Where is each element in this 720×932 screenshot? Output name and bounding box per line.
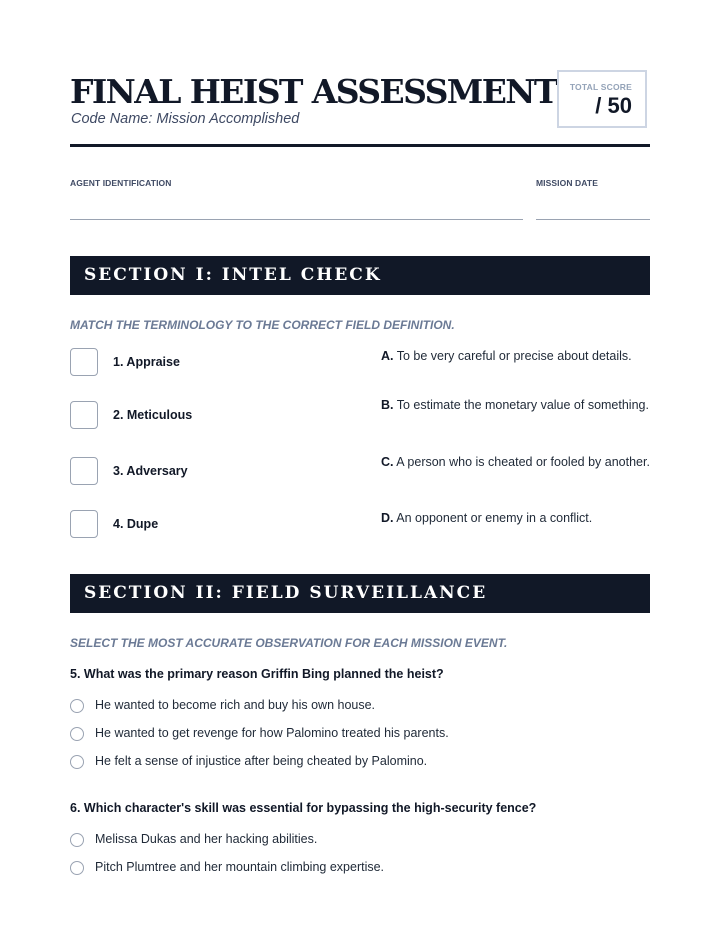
page-subtitle: Code Name: Mission Accomplished [71, 111, 300, 127]
radio-button[interactable] [70, 755, 84, 769]
term-3: 3. Adversary [113, 464, 188, 478]
definition-a-letter: A. [381, 349, 394, 363]
definition-b-letter: B. [381, 398, 394, 412]
definition-c-letter: C. [381, 455, 394, 469]
option-label: He wanted to become rich and buy his own house. [95, 698, 376, 712]
radio-button[interactable] [70, 833, 84, 847]
mission-date-field[interactable] [536, 219, 650, 220]
definition-b [381, 397, 651, 414]
question-6: 6. Which character's skill was essential for bypassing the high-security fence? [70, 801, 537, 815]
definition-d [381, 510, 651, 527]
option-label: Pitch Plumtree and her mountain climbing expertise. [95, 860, 385, 874]
section-1-title: SECTION I: INTEL CHECK [84, 265, 382, 285]
definition-d-letter: D. [381, 511, 394, 525]
option-label: Melissa Dukas and her hacking abilities. [95, 832, 318, 846]
section-2-instruction: SELECT THE MOST ACCURATE OBSERVATION FOR EACH MISSION EVENT. [70, 636, 508, 650]
total-score-label: TOTAL SCORE [569, 82, 632, 92]
term-1: 1. Appraise [113, 355, 180, 369]
option-label: He wanted to get revenge for how Palomino treated his parents. [95, 726, 449, 740]
answer-box-1[interactable] [70, 348, 98, 376]
answer-box-4[interactable] [70, 510, 98, 538]
header-divider [70, 144, 650, 147]
definition-a-text: To be very careful or precise about details. [396, 349, 632, 363]
definition-d-text: An opponent or enemy in a conflict. [396, 511, 593, 525]
definition-c [381, 454, 651, 471]
definition-c-text: A person who is cheated or fooled by another. [396, 455, 650, 469]
page-title: FINAL HEIST ASSESSMENT [70, 72, 557, 111]
radio-button[interactable] [70, 861, 84, 875]
term-2: 2. Meticulous [113, 408, 193, 422]
term-4: 4. Dupe [113, 517, 159, 531]
total-score-value: / 50 [595, 93, 632, 118]
section-2-header [70, 574, 650, 613]
agent-id-label: AGENT IDENTIFICATION [70, 178, 172, 188]
option-label: He felt a sense of injustice after being cheated by Palomino. [95, 754, 428, 768]
section-1-header [70, 256, 650, 295]
definition-b-text: To estimate the monetary value of something. [396, 398, 649, 412]
section-1-instruction: MATCH THE TERMINOLOGY TO THE CORRECT FIELD DEFINITION. [70, 318, 455, 332]
section-2-title: SECTION II: FIELD SURVEILLANCE [84, 583, 488, 603]
mission-date-label: MISSION DATE [536, 178, 598, 188]
question-5: 5. What was the primary reason Griffin Bing planned the heist? [70, 667, 444, 681]
definition-a [381, 348, 651, 365]
answer-box-2[interactable] [70, 401, 98, 429]
radio-button[interactable] [70, 727, 84, 741]
total-score-box [557, 70, 647, 128]
radio-button[interactable] [70, 699, 84, 713]
agent-id-field[interactable] [70, 219, 523, 220]
answer-box-3[interactable] [70, 457, 98, 485]
